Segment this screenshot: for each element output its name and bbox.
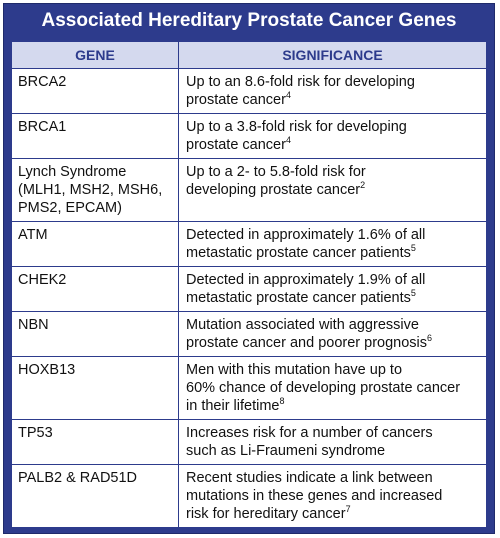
table-title: Associated Hereditary Prostate Cancer Genes: [41, 10, 457, 31]
table-row: [12, 221, 486, 266]
gene-name: HOXB13: [12, 357, 179, 419]
significance-text: Detected in approximately 1.9% of all metastatic prostate cancer patients: [186, 272, 426, 306]
significance-cell: [179, 267, 486, 311]
significance-text: Men with this mutation have up to 60% chance of developing prostate cancer in their lifetime: [186, 362, 461, 414]
significance-text: Up to a 2- to 5.8-fold risk for developing prostate cancer: [186, 164, 366, 198]
significance-text: Increases risk for a number of cancers such as Li-Fraumeni syndrome: [186, 425, 433, 459]
gene-name: BRCA1: [12, 114, 179, 158]
table-row: [12, 356, 486, 419]
significance-cell: [179, 420, 486, 464]
table-row: [12, 69, 486, 113]
reference-superscript: 5: [410, 243, 416, 254]
significance-text: Detected in approximately 1.6% of all metastatic prostate cancer patients: [186, 227, 426, 261]
table-row: [12, 311, 486, 356]
gene-name: NBN: [12, 312, 179, 356]
table-row: [12, 113, 486, 158]
header-significance: SIGNIFICANCE: [282, 47, 383, 63]
table-body: [12, 69, 486, 527]
significance-cell: [179, 312, 486, 356]
gene-table-panel: [3, 3, 495, 534]
significance-cell: [179, 222, 486, 266]
reference-superscript: 5: [410, 288, 416, 299]
reference-superscript: 8: [279, 396, 285, 407]
significance-cell: [179, 159, 486, 221]
gene-name: TP53: [12, 420, 179, 464]
gene-name: CHEK2: [12, 267, 179, 311]
gene-name: BRCA2: [12, 69, 179, 113]
significance-cell: [179, 465, 486, 527]
table-row: [12, 266, 486, 311]
gene-name: PALB2 & RAD51D: [12, 465, 179, 527]
table-header: [12, 42, 486, 69]
significance-text: Recent studies indicate a link between mutations in these genes and increased risk for hereditary cancer: [186, 470, 443, 522]
significance-text: Up to an 8.6-fold risk for developing prostate cancer: [186, 74, 415, 108]
table-row: [12, 464, 486, 527]
significance-cell: [179, 69, 486, 113]
significance-text: Up to a 3.8-fold risk for developing prostate cancer: [186, 119, 407, 153]
gene-name: Lynch Syndrome (MLH1, MSH2, MSH6, PMS2, EPCAM): [12, 159, 179, 221]
reference-superscript: 4: [285, 90, 291, 101]
reference-superscript: 2: [360, 180, 366, 191]
header-gene: GENE: [12, 42, 179, 68]
table-row: [12, 158, 486, 221]
significance-text: Mutation associated with aggressive prostate cancer and poorer prognosis: [186, 317, 428, 351]
reference-superscript: 7: [345, 504, 351, 515]
significance-cell: [179, 357, 486, 419]
table-row: [12, 419, 486, 464]
gene-name: ATM: [12, 222, 179, 266]
reference-superscript: 4: [285, 135, 291, 146]
reference-superscript: 6: [427, 333, 433, 344]
significance-cell: [179, 114, 486, 158]
gene-table: [12, 42, 486, 527]
